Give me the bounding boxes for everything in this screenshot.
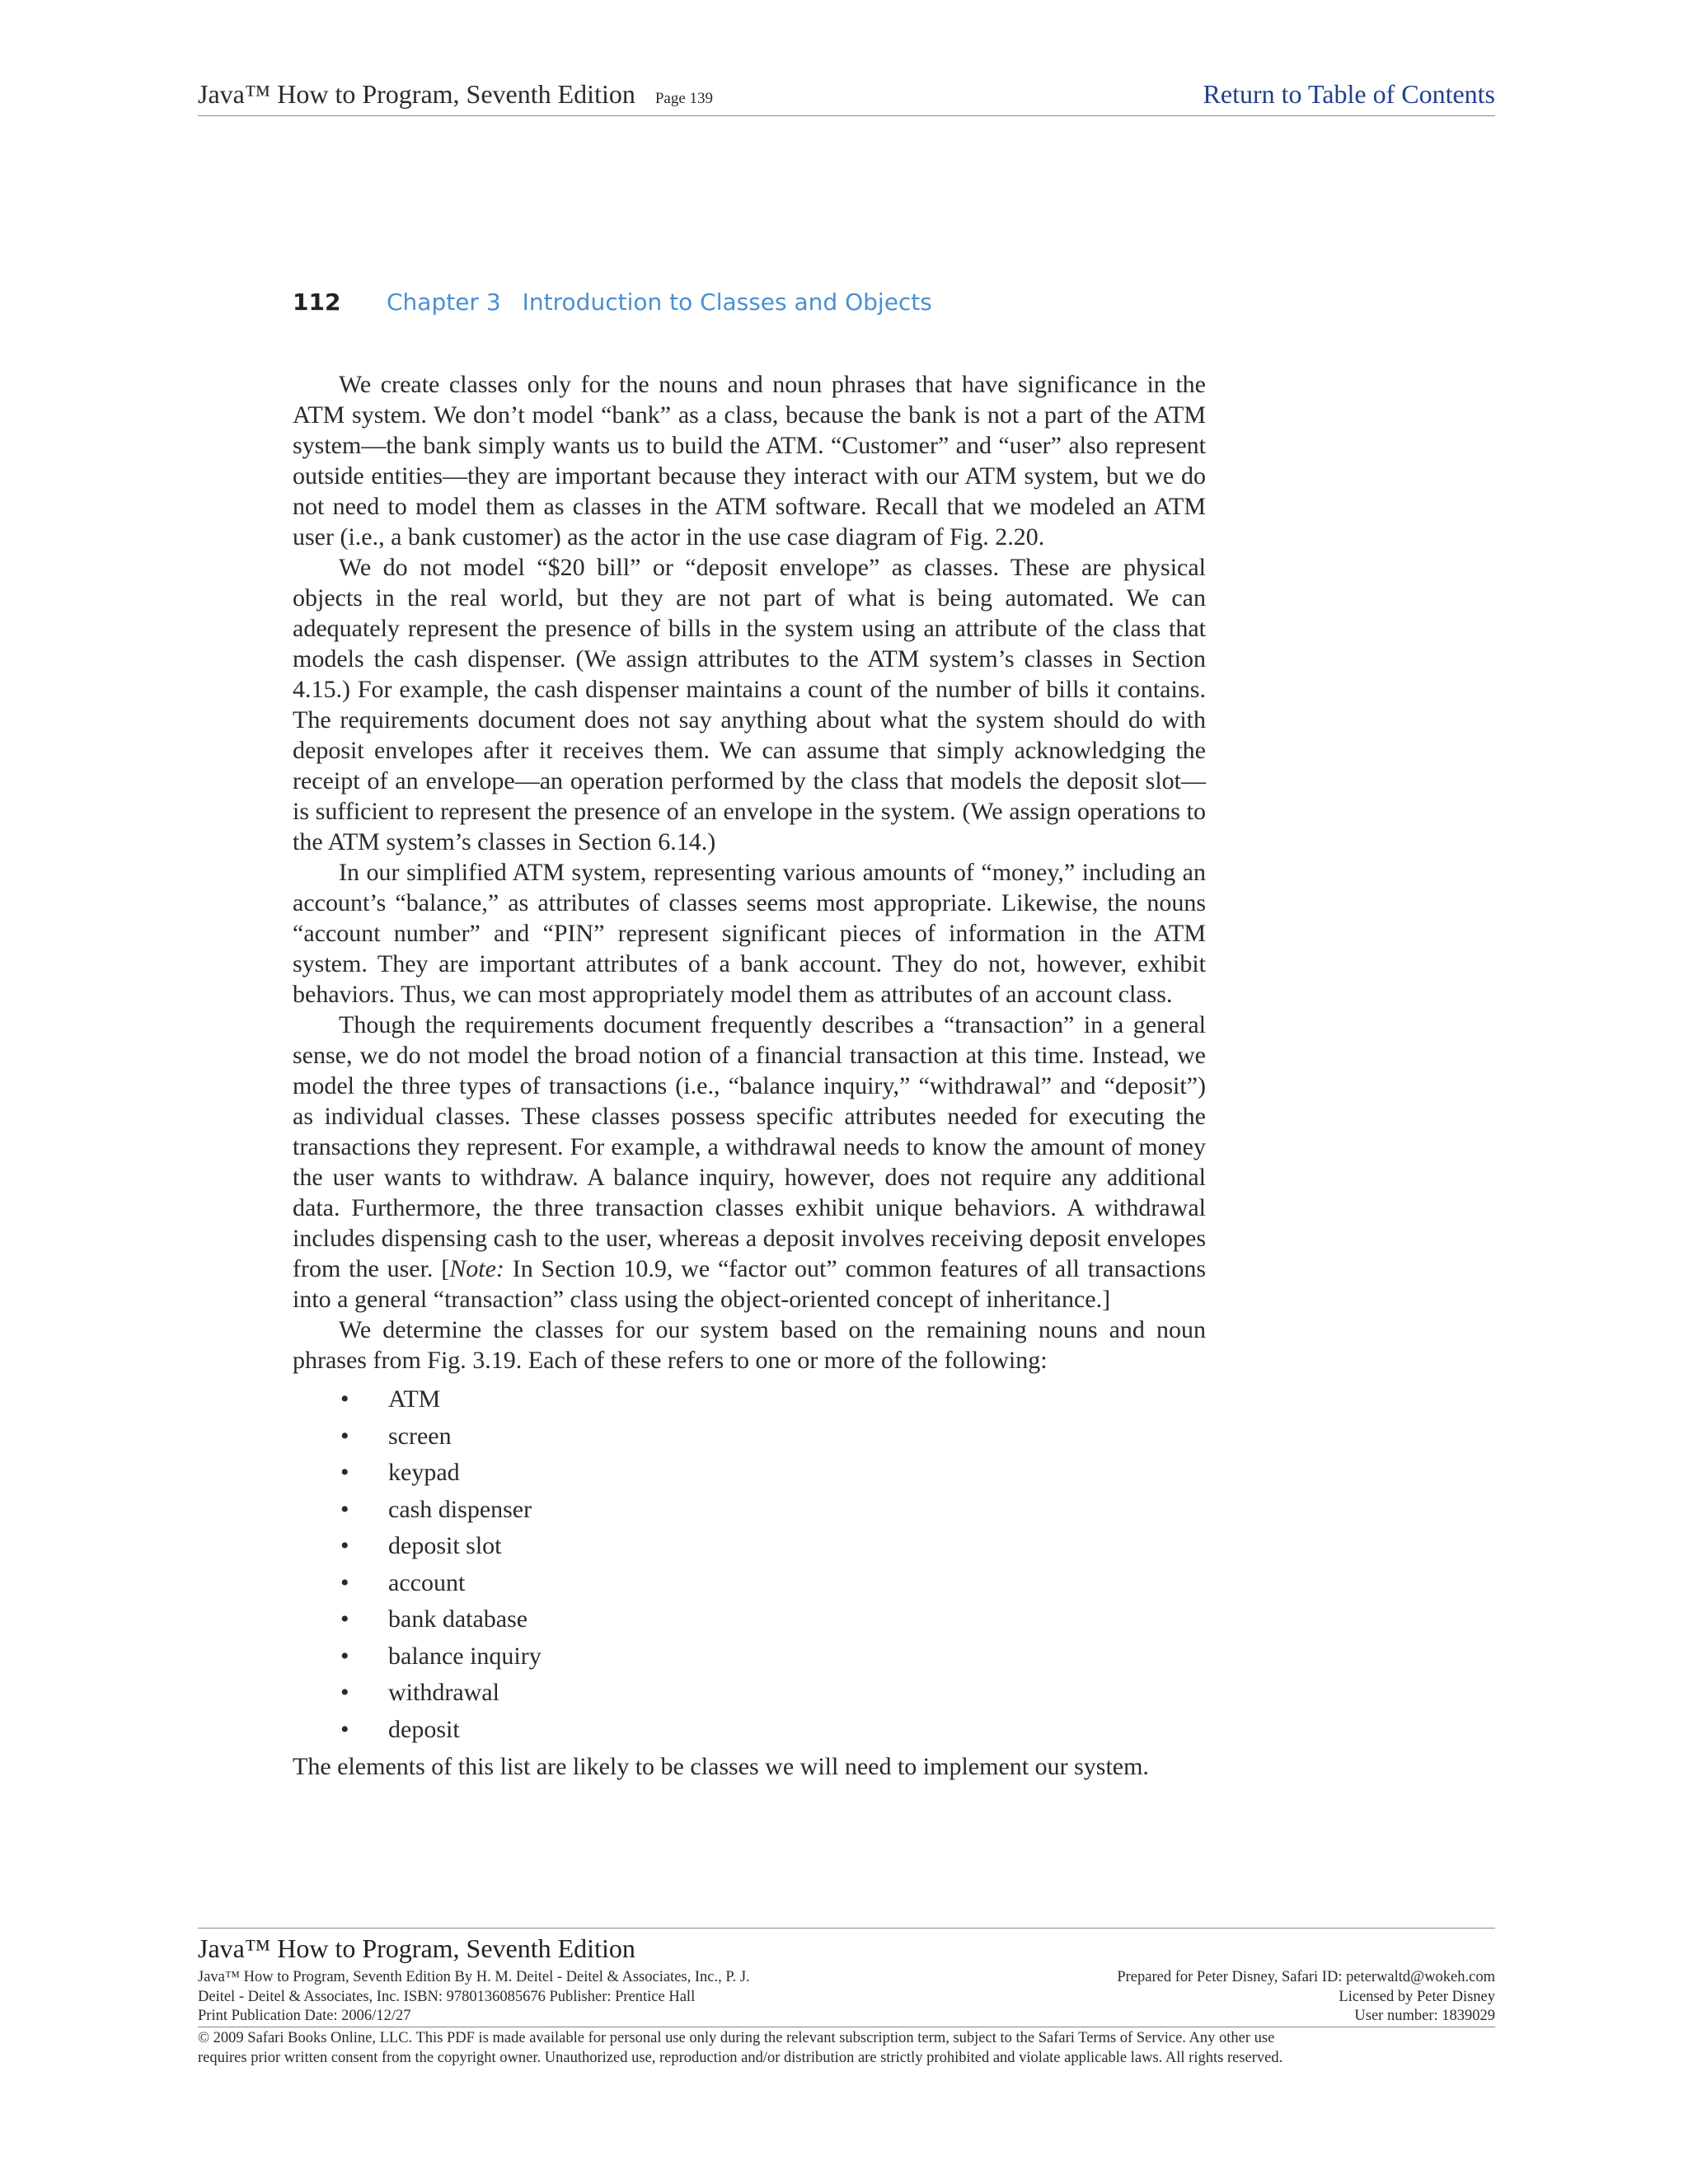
- page-label: Page 139: [654, 90, 714, 107]
- list-item-text: bank database: [388, 1605, 528, 1633]
- return-to-toc-link[interactable]: Return to Table of Contents: [1203, 79, 1495, 109]
- running-head: [293, 288, 932, 316]
- list-item: [293, 1638, 1206, 1675]
- footer-publication-info: [198, 1968, 750, 2027]
- footer-left-line-3: Print Publication Date: 2006/12/27: [198, 2008, 411, 2024]
- bullet-icon: •: [340, 1679, 349, 1706]
- footer-right-line-2: Licensed by Peter Disney: [1339, 1988, 1495, 2005]
- footer-left-line-1: Java™ How to Program, Seventh Edition By H. M. Deitel - Deitel & Associates, Inc., P. J.: [198, 1969, 750, 1985]
- chapter-title: Introduction to Classes and Objects: [522, 288, 932, 316]
- list-item: [293, 1381, 1206, 1418]
- list-item-text: balance inquiry: [388, 1642, 542, 1670]
- list-item: [293, 1601, 1206, 1638]
- footer-right-line-1: Prepared for Peter Disney, Safari ID: peterwaltd@wokeh.com: [1117, 1969, 1495, 1985]
- header-divider: [198, 115, 1495, 116]
- list-item: [293, 1712, 1206, 1749]
- closing-paragraph: The elements of this list are likely to be classes we will need to implement our system.: [293, 1753, 1149, 1780]
- footer-license-info: [1117, 1968, 1495, 2027]
- paragraph-2: We do not model “$20 bill” or “deposit envelope” as classes. These are physical objects in the real world, but they are not part of what is being automated. We can adequately represent the presence of bills in the system using an attribute of the class that models the cash dispenser. (We assign attributes to the ATM system’s classes in Section 4.15.) For example, the cash dispenser maintains a count of the number of bills it contains. The requirements document does not say anything about what the system should do with deposit envelopes after it receives them. We can assume that simply acknowledging the receipt of an envelope—an operation performed by the class that models the deposit slot—is sufficient to represent the presence of an envelope in the system. (We assign operations to the ATM system’s classes in Section 6.14.): [293, 554, 1206, 855]
- paragraph-4: [293, 1010, 1206, 1315]
- list-item-text: deposit slot: [388, 1532, 502, 1559]
- bullet-icon: •: [340, 1715, 349, 1743]
- paragraph-1: We create classes only for the nouns and noun phrases that have significance in the ATM system. We don’t model “bank” as a class, because the bank is not a part of the ATM system—the bank simply wants us to build the ATM. “Customer” and “user” also represent outside entities—they are important because they interact with our ATM system, but we do not need to model them as classes in the ATM software. Recall that we modeled an ATM user (i.e., a bank customer) as the actor in the use case diagram of Fig. 2.20.: [293, 371, 1206, 551]
- footer-copyright: [198, 2029, 1495, 2068]
- header-book-title: [198, 79, 713, 110]
- bullet-icon: •: [340, 1495, 349, 1523]
- class-list: [293, 1381, 1206, 1748]
- footer-title: Java™ How to Program, Seventh Edition: [198, 1933, 635, 1963]
- copyright-line-2: requires prior written consent from the copyright owner. Unauthorized use, reproduction and/or distribution are strictly prohibited and violate applicable laws. All rights reserved.: [198, 2049, 1283, 2066]
- list-item-text: screen: [388, 1422, 452, 1450]
- list-item-text: account: [388, 1568, 466, 1596]
- paragraph-5: We determine the classes for our system based on the remaining nouns and noun phrases from Fig. 3.19. Each of these refers to one or more of the following:: [293, 1316, 1206, 1374]
- chapter-label: Chapter 3: [387, 288, 501, 316]
- body-text: [293, 369, 1206, 1782]
- bullet-icon: •: [340, 1459, 349, 1486]
- list-item-text: withdrawal: [388, 1679, 499, 1706]
- bullet-icon: •: [340, 1568, 349, 1596]
- list-item: [293, 1565, 1206, 1602]
- footer-left-line-2: Deitel - Deitel & Associates, Inc. ISBN: 9780136085676 Publisher: Prentice Hall: [198, 1988, 696, 2005]
- list-item-text: ATM: [388, 1385, 441, 1413]
- list-item: [293, 1675, 1206, 1712]
- footer-divider: [198, 1928, 1495, 1929]
- list-item-text: deposit: [388, 1715, 460, 1743]
- page-number: 112: [293, 288, 341, 316]
- list-item-text: keypad: [388, 1459, 460, 1486]
- footer-right-line-3: User number: 1839029: [1354, 2008, 1495, 2024]
- paragraph-4-part-2: In Section 10.9, we “factor out” common features of all transactions into a general “transaction” class using the object-oriented concept of inheritance.]: [293, 1255, 1206, 1313]
- list-item-text: cash dispenser: [388, 1495, 532, 1523]
- list-item: [293, 1492, 1206, 1529]
- paragraph-4-part-1: Though the requirements document frequently describes a “transaction” in a general sense, we do not model the broad notion of a financial transaction at this time. Instead, we model the three types of transactions (i.e., “balance inquiry,” “withdrawal” and “deposit”) as individual classes. These classes possess specific attributes needed for executing the transactions they represent. For example, a withdrawal needs to know the amount of money the user wants to withdraw. A balance inquiry, however, does not require any additional data. Furthermore, the three transaction classes exhibit unique behaviors. A withdrawal includes dispensing cash to the user, whereas a deposit involves receiving deposit envelopes from the user. [: [293, 1011, 1206, 1282]
- bullet-icon: •: [340, 1642, 349, 1670]
- copyright-line-1: © 2009 Safari Books Online, LLC. This PDF is made available for personal use only during the relevant subscription term, subject to the Safari Terms of Service. Any other use: [198, 2030, 1275, 2046]
- bullet-icon: •: [340, 1605, 349, 1633]
- list-item: [293, 1528, 1206, 1565]
- list-item: [293, 1418, 1206, 1455]
- book-title: Java™ How to Program, Seventh Edition: [198, 79, 635, 109]
- bullet-icon: •: [340, 1385, 349, 1413]
- bullet-icon: •: [340, 1422, 349, 1450]
- bullet-icon: •: [340, 1532, 349, 1559]
- list-item: [293, 1455, 1206, 1492]
- note-label: Note:: [449, 1255, 504, 1282]
- paragraph-3: In our simplified ATM system, representing various amounts of “money,” including an account’s “balance,” as attributes of classes seems most appropriate. Likewise, the nouns “account number” and “PIN” represent significant pieces of information in the ATM system. They are important attributes of a bank account. They do not, however, exhibit behaviors. Thus, we can most appropriately model them as attributes of an account class.: [293, 859, 1206, 1008]
